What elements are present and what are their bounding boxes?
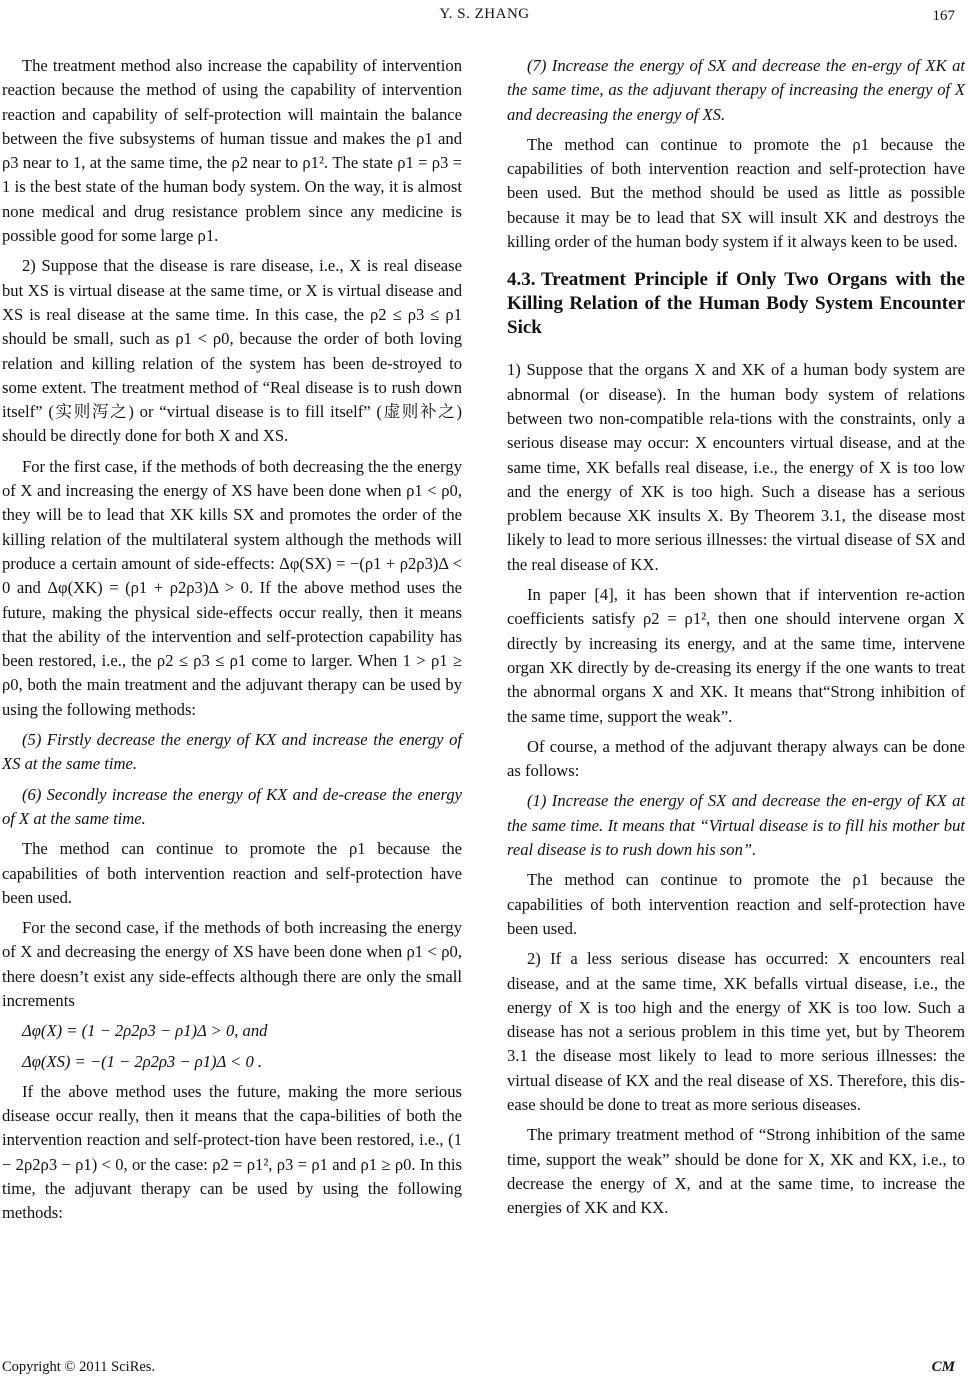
running-header-author: Y. S. ZHANG	[439, 6, 530, 22]
right-column	[507, 54, 965, 1226]
paragraph: For the first case, if the methods of both decreasing the the energy of X and increasing the energy of XS have been done when ρ1 < ρ0, they will be to lead that XK kills SX and promotes the order of the killing relation of the multilateral system although the methods will produce a certain amount of side-effects: Δφ(SX) = −(ρ1 + ρ2ρ3)Δ < 0 and Δφ(XK) = (ρ1 + ρ2ρ3)Δ > 0. If the above method uses the future, making the physical side-effects occur really, then it means that the ability of the intervention and self-protection capability has been restored, i.e., the ρ2 ≤ ρ3 ≤ ρ1 come to larger. When 1 > ρ1 ≥ ρ0, both the main treatment and the adjuvant therapy can be used by using the following methods:	[2, 456, 462, 719]
equation-2: Δφ(XS) = −(1 − 2ρ2ρ3 − ρ1)Δ < 0 .	[22, 1051, 263, 1071]
page-number: 167	[932, 8, 955, 24]
method-item-5: (5) Firstly decrease the energy of KX and increase the energy of XS at the same time.	[2, 730, 462, 774]
paragraph: Of course, a method of the adjuvant therapy always can be done as follows:	[507, 736, 965, 781]
method-item-7: (7) Increase the energy of SX and decrease the en-ergy of XK at the same time, as the adjuvant therapy of increasing the energy of X and decreasing the energy of XS.	[507, 56, 965, 124]
method-item-6: (6) Secondly increase the energy of KX and de-crease the energy of X at the same time.	[2, 784, 462, 828]
paragraph: The method can continue to promote the ρ1 because the capabilities of both intervention reaction and self-protection have been used.	[2, 839, 462, 907]
method-item-1: (1) Increase the energy of SX and decrease the en-ergy of KX at the same time. It means that “Virtual disease is to fill his mother but real disease is to rush down his son”.	[507, 791, 965, 860]
paragraph: The treatment method also increase the capability of intervention reaction because the method of using the capability of intervention reaction and capability of self-protection will maintain the balance between the five subsystems of human tissue and makes the ρ1 and ρ3 near to 1, at the same time, the ρ2 near to ρ1². The state ρ1 = ρ3 = 1 is the best state of the human body system. On the way, it is almost none medical and drug resistance problem since any medicine is possible good for some large ρ1.	[2, 56, 462, 246]
paragraph: 2) Suppose that the disease is rare disease, i.e., X is real disease but XS is virtual disease at the same time, or X is virtual disease and XS is real disease at the same time. In this case, the ρ2 ≤ ρ3 ≤ ρ1 should be small, such as ρ1 < ρ0, because the order of both loving relation and killing relation of the system has been de-stroyed to some extent. The treatment method of “Real disease is to rush down itself” (实则泻之) or “virtual disease is to fill itself” (虚则补之) should be directly done for both X and XS.	[2, 256, 462, 446]
paragraph: 2) If a less serious disease has occurred: X encounters real disease, and at the same time, XK befalls virtual disease, i.e., the energy of X is too high and the energy of XK is too low. Such a disease has not a serious problem in this time yet, but by Theorem 3.1 the disease most likely to lead to more serious illnesses: the virtual disease of KX and the real disease of XS. Therefore, this dis-ease should be done to treat as more serious diseases.	[507, 949, 965, 1114]
paragraph: 1) Suppose that the organs X and XK of a human body system are abnormal (or disease). In the human body system of relations between two non-compatible rela-tions with the constraints, only a serious disease may occur: X encounters virtual disease, and at the same time, XK befalls real disease, i.e., the energy of X is too low and the energy of XK is too high. Such a disease has a serious problem because XK insults X. By Theorem 3.1, the disease most likely to lead to more serious illnesses: the virtual disease of SX and the real disease of KX.	[507, 360, 965, 574]
section-number: 4.3.	[507, 269, 536, 291]
paragraph: The primary treatment method of “Strong inhibition of the same time, support the weak” should be done for X, XK and KX, i.e., to decrease the energy of X, and at the same time, to increase the energies of XK and KX.	[507, 1125, 965, 1218]
left-column	[2, 54, 462, 1232]
footer-journal: CM	[931, 1359, 955, 1375]
paragraph: In paper [4], it has been shown that if intervention re-action coefficients satisfy ρ2 = ρ1², then one should intervene organ X directly by increasing its energy, and at the same time, intervene organ XK directly by de-creasing its energy if the one wants to treat the abnormal organs X and XK. It means that“Strong inhibition of the same time, support the weak”.	[507, 585, 965, 726]
paragraph: The method can continue to promote the ρ1 because the capabilities of both intervention reaction and self-protection have been used. But the method should be used as little as possible because it may be to lead that SX will insult XK and destroys the killing order of the human body system if it always keen to be used.	[507, 134, 965, 252]
paragraph: The method can continue to promote the ρ1 because the capabilities of both intervention reaction and self-protection have been used.	[507, 870, 965, 938]
section-heading	[507, 268, 965, 340]
paragraph: For the second case, if the methods of both increasing the energy of X and decreasing the energy of XS have been done when ρ1 < ρ0, there doesn’t exist any side-effects although there are only the small increments	[2, 918, 462, 1010]
equation-1: Δφ(X) = (1 − 2ρ2ρ3 − ρ1)Δ > 0, and	[22, 1021, 268, 1041]
section-title: Treatment Principle if Only Two Organs with the Killing Relation of the Human Body System Encounter Sick	[507, 269, 965, 339]
paragraph: If the above method uses the future, making the more serious disease occur really, then it means that the capa-bilities of both the intervention reaction and self-protect-tion have been restored, i.e., (1 − 2ρ2ρ3 − ρ1) < 0, or the case: ρ2 = ρ1², ρ3 = ρ1 and ρ1 ≥ ρ0. In this time, the adjuvant therapy can be used by using the following methods:	[2, 1081, 462, 1223]
footer-copyright: Copyright © 2011 SciRes.	[2, 1359, 156, 1375]
